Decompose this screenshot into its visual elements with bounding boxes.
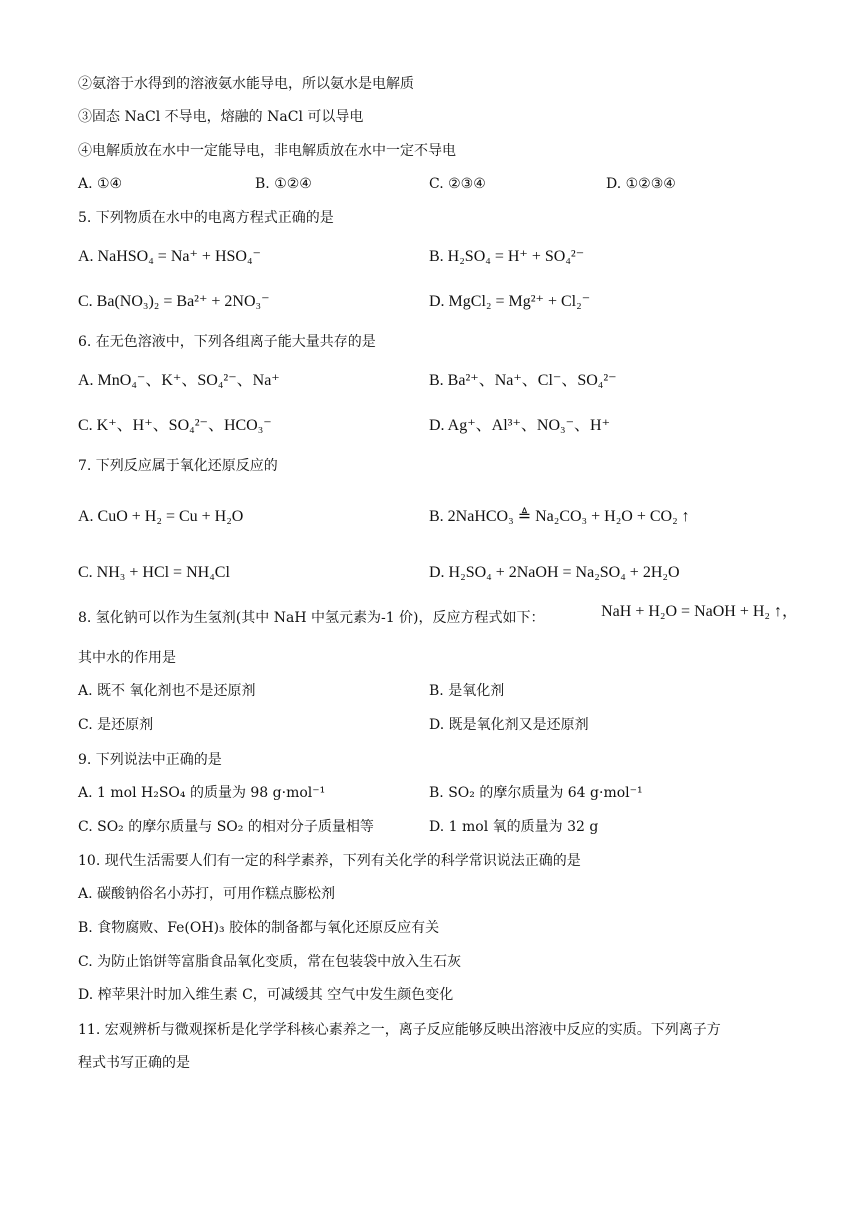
q9-option-c[interactable]: C. SO₂ 的摩尔质量与 SO₂ 的相对分子质量相等 (78, 819, 374, 835)
q6-option-d[interactable]: D. Ag⁺、Al³⁺、NO₃⁻、H⁺ (429, 417, 611, 434)
q5-option-c[interactable]: C. Ba(NO₃)₂ = Ba²⁺ + 2NO₃⁻ (78, 293, 270, 310)
q8-option-d[interactable]: D. 既是氧化剂又是还原剂 (429, 717, 589, 733)
q4-options (78, 172, 798, 196)
q10-option-c[interactable]: C. 为防止馅饼等富脂食品氧化变质，常在包装袋中放入生石灰 (78, 954, 462, 970)
q9-options-cd (78, 815, 798, 839)
q8-stem-2: 其中水的作用是 (78, 650, 176, 666)
q4-option-c[interactable]: C. ②③④ (429, 176, 486, 192)
q4-option-b[interactable]: B. ①②④ (255, 176, 312, 192)
q6-option-a[interactable]: A. MnO₄⁻、K⁺、SO₄²⁻、Na⁺ (78, 372, 280, 389)
q10-option-d[interactable]: D. 榨苹果汁时加入维生素 C，可减缓其 空气中发生颜色变化 (78, 987, 454, 1003)
q7-option-a[interactable]: A. CuO + H₂ = Cu + H₂O (78, 508, 244, 525)
q8-stem-text: 8. 氢化钠可以作为生氢剂(其中 NaH 中氢元素为-1 价)，反应方程式如下： (78, 610, 545, 626)
q6-options-cd (78, 414, 798, 438)
q7-options-cd (78, 561, 798, 585)
q7-option-c[interactable]: C. NH₃ + HCl = NH₄Cl (78, 564, 230, 581)
q5-options-ab (78, 245, 798, 269)
q8-option-c[interactable]: C. 是还原剂 (78, 717, 154, 733)
q11-stem: 11. 宏观辨析与微观探析是化学学科核心素养之一，离子反应能够反映出溶液中反应的实质。下列离子方 (78, 1022, 721, 1038)
q5-option-a[interactable]: A. NaHSO₄ = Na⁺ + HSO₄⁻ (78, 248, 261, 265)
q7-options-ab (78, 505, 798, 529)
q6-option-c[interactable]: C. K⁺、H⁺、SO₄²⁻、HCO₃⁻ (78, 417, 272, 434)
q8-option-b[interactable]: B. 是氧化剂 (429, 683, 505, 699)
q5-option-b[interactable]: B. H₂SO₄ = H⁺ + SO₄²⁻ (429, 248, 585, 265)
q9-option-d[interactable]: D. 1 mol 氧的质量为 32 g (429, 819, 599, 835)
q8-options-cd (78, 713, 798, 737)
statement-3: ③固态 NaCl 不导电，熔融的 NaCl 可以导电 (78, 109, 364, 125)
q5-stem: 5. 下列物质在水中的电离方程式正确的是 (78, 210, 334, 226)
q6-options-ab (78, 369, 798, 393)
q7-option-d[interactable]: D. H₂SO₄ + 2NaOH = Na₂SO₄ + 2H₂O (429, 564, 680, 581)
q8-equation: NaH + H₂O = NaOH + H₂ ↑， (601, 603, 798, 620)
q5-options-cd (78, 290, 798, 314)
q9-option-a[interactable]: A. 1 mol H₂SO₄ 的质量为 98 g·mol⁻¹ (78, 785, 326, 801)
q6-stem: 6. 在无色溶液中，下列各组离子能大量共存的是 (78, 334, 376, 350)
q5-option-d[interactable]: D. MgCl₂ = Mg²⁺ + Cl₂⁻ (429, 293, 591, 310)
q10-option-b[interactable]: B. 食物腐败、Fe(OH)₃ 胶体的制备都与氧化还原反应有关 (78, 920, 440, 936)
q8-option-a[interactable]: A. 既不 氧化剂也不是还原剂 (78, 683, 256, 699)
q9-options-ab (78, 781, 798, 805)
q11-stem-2: 程式书写正确的是 (78, 1055, 190, 1071)
q9-option-b[interactable]: B. SO₂ 的摩尔质量为 64 g·mol⁻¹ (429, 785, 643, 801)
q8-options-ab (78, 679, 798, 703)
statement-4: ④电解质放在水中一定能导电，非电解质放在水中一定不导电 (78, 143, 456, 159)
q7-stem: 7. 下列反应属于氧化还原反应的 (78, 458, 278, 474)
q4-option-d[interactable]: D. ①②③④ (606, 176, 676, 192)
q4-option-a[interactable]: A. ①④ (78, 176, 123, 192)
q10-stem: 10. 现代生活需要人们有一定的科学素养，下列有关化学的科学常识说法正确的是 (78, 853, 581, 869)
q8-stem (78, 603, 798, 628)
q9-stem: 9. 下列说法中正确的是 (78, 752, 222, 768)
statement-2: ②氨溶于水得到的溶液氨水能导电，所以氨水是电解质 (78, 76, 414, 92)
q10-option-a[interactable]: A. 碳酸钠俗名小苏打，可用作糕点膨松剂 (78, 886, 336, 902)
q6-option-b[interactable]: B. Ba²⁺、Na⁺、Cl⁻、SO₄²⁻ (429, 372, 617, 389)
q7-option-b[interactable]: B. 2NaHCO₃ ≜ Na₂CO₃ + H₂O + CO₂ ↑ (429, 508, 690, 525)
